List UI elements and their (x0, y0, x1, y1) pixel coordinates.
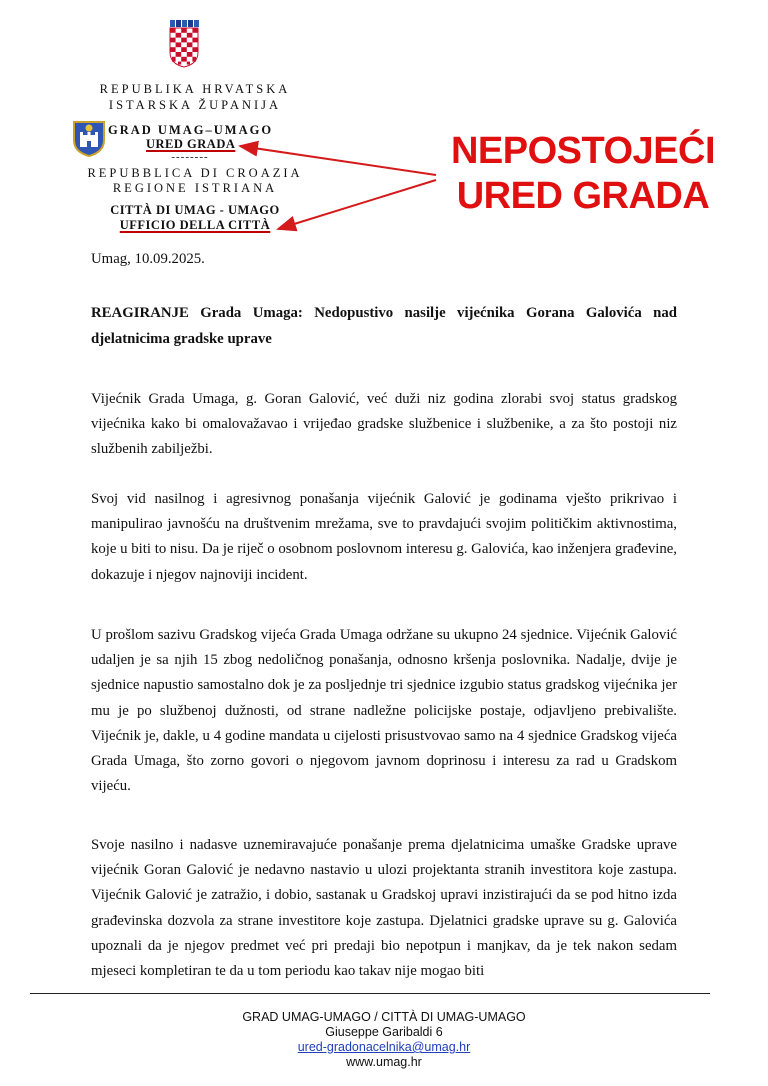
footer-divider (30, 993, 710, 994)
arrow-to-ufficio (278, 180, 436, 229)
document-date: Umag, 10.09.2025. (91, 251, 205, 267)
header-region-it: REGIONE ISTRIANA (112, 181, 278, 195)
header-republic: REPUBLIKA HRVATSKA (99, 82, 291, 96)
header-separator: -------- (171, 151, 209, 163)
header-office-it: UFFICIO DELLA CITTÀ (119, 218, 271, 232)
footer-email (0, 1040, 768, 1055)
annotation-line2: URED GRADA (456, 175, 710, 217)
annotation-line1: NEPOSTOJEĆI (450, 130, 716, 172)
paragraph-1: Vijećnik Grada Umaga, g. Goran Galović, već duži niz godina zlorabi svoj status gradskog vijećnika kako bi omalovažavao i vrijeđao gradske službenice i službenike, a za što postoji niz službenih zabilježbi. (91, 391, 677, 458)
paragraph-3: U prošlom sazivu Gradskog vijeća Grada Umaga održane su ukupno 24 sjednice. Vijećnik Galović udaljen je sa njih 15 zbog nedoličnog ponašanja, odnosno kršenja poslovnika. Nadalje, dvije je sjednice napustio samostalno dok je za posljednje tri sjednice izgubio status gradskog vijećnika jer mu je po službenoj dužnosti, od strane nadležne policijske postaje, odjavljeno prebivalište. Vijećnik je, dakle, u 4 godine mandata u cijelosti prisustvovao samo na 4 sjednice Gradskog vijeća Grada Umaga, što zorno govori o njegovom javnom doprinosu i interesu za rad u Gradskom vijeću. (91, 627, 677, 795)
header-city-it: CITTÀ DI UMAG - UMAGO (110, 203, 280, 217)
header-office-hr: URED GRADA (146, 137, 236, 151)
footer-address: Giuseppe Garibaldi 6 (325, 1025, 443, 1039)
annotation-arrows (0, 0, 768, 260)
footer-organization: GRAD UMAG-UMAGO / CITTÀ DI UMAG-UMAGO (242, 1010, 526, 1024)
paragraph-2: Svoj vid nasilnog i agresivnog ponašanja vijećnik Galović je godinama vješto prikrivao i manipulirao javnošću na društvenim mrežama, sve to pravdajući svojim političkim aktivnostima, koje u biti to nisu. Da je riječ o osobnom poslovnom interesu g. Galovića, kao inženjera građevine, dokazuje i njegov najnoviji incident. (91, 491, 677, 583)
document-title: REAGIRANJE Grada Umaga: Nedopustivo nasilje vijećnika Gorana Galovića nad djelatnicima gradske uprave (91, 305, 677, 347)
arrow-to-ured-grada (240, 146, 436, 175)
email-link[interactable]: ured-gradonacelnika@umag.hr (297, 1040, 471, 1054)
footer-website[interactable]: www.umag.hr (346, 1055, 422, 1069)
paragraph-4: Svoje nasilno i nadasve uznemiravajuće ponašanje prema djelatnicima umaške Gradske uprave vijećnik Goran Galović je nedavno nastavio u ulozi projektanta stranih investitora koje zastupa. Vijećnik Galović je zatražio, i dobio, sastanak u Gradskoj upravi inzistirajući da se pod hitno izda građevinska dozvola za strane investitore koje zastupa. Djelatnici gradske uprave su g. Galovića upoznali da je njegov predmet već pri predaji bio nepotpun i manjkav, da je tek nakon sedam mjeseci kompletiran te da u tom periodu kao takav nije mogao biti (91, 837, 677, 980)
header-republic-it: REPUBBLICA DI CROAZIA (87, 166, 303, 180)
header-county: ISTARSKA ŽUPANIJA (108, 98, 282, 112)
header-city-hr: GRAD UMAG–UMAGO (108, 123, 274, 137)
